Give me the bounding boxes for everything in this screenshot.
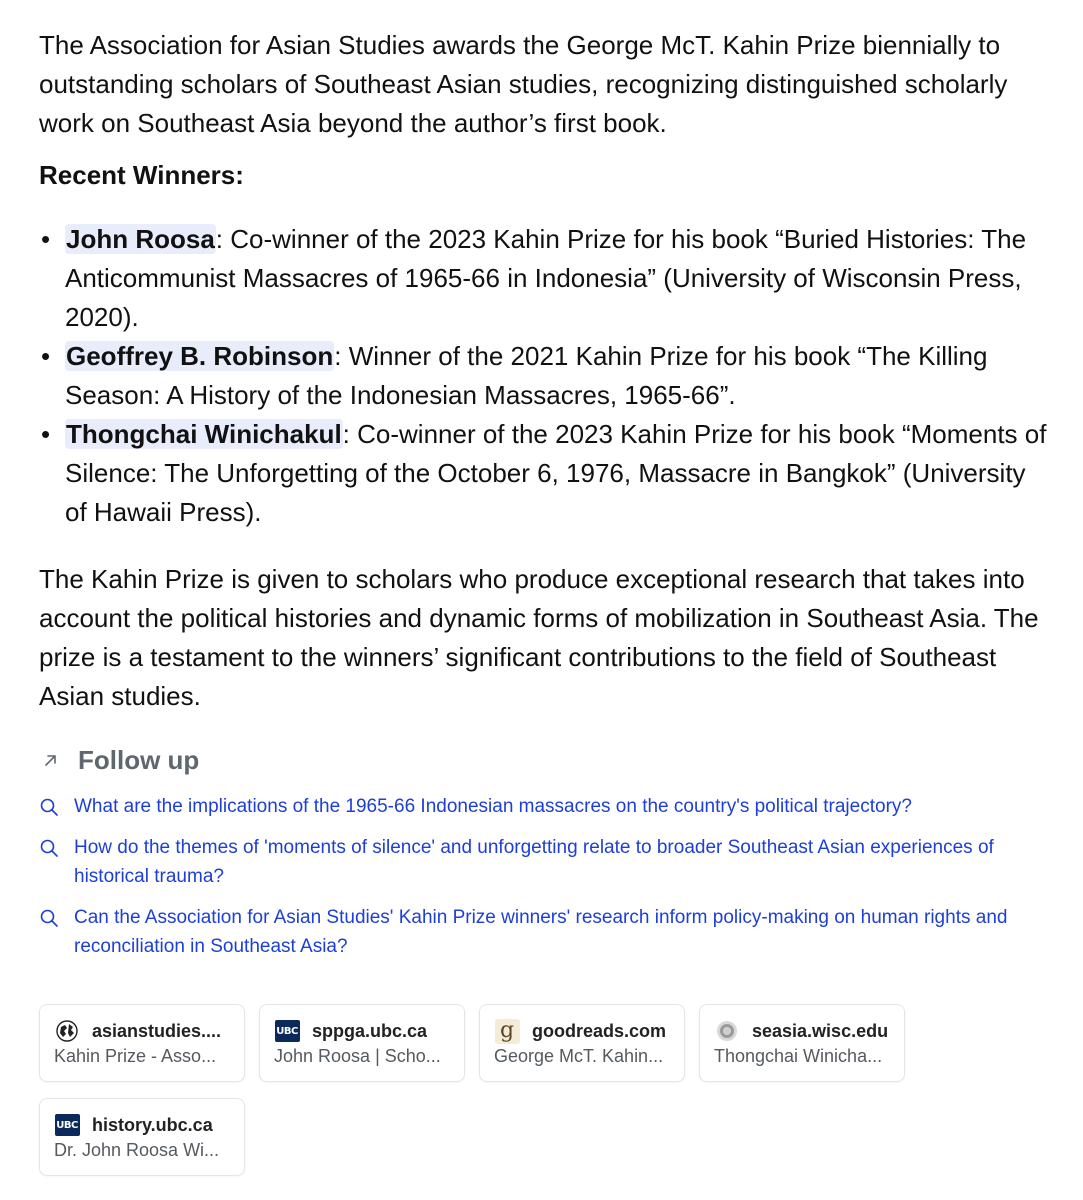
source-card[interactable] bbox=[479, 1004, 685, 1082]
source-title: Kahin Prize - Asso... bbox=[54, 1046, 217, 1066]
list-item bbox=[39, 220, 1049, 337]
source-card-header bbox=[54, 1112, 230, 1138]
globe-icon bbox=[54, 1018, 80, 1044]
source-title: George McT. Kahin... bbox=[494, 1046, 664, 1066]
source-domain: asianstudies.... bbox=[92, 1020, 222, 1041]
seal-icon bbox=[714, 1018, 740, 1044]
search-icon bbox=[39, 838, 59, 858]
source-card-header bbox=[54, 1018, 230, 1044]
goodreads-logo-text: g bbox=[495, 1019, 520, 1044]
bullet: • bbox=[41, 341, 51, 371]
closing-paragraph: The Kahin Prize is given to scholars who produce exceptional research that takes into account the political histories and dynamic forms of mobilization in Southeast Asia. The prize is a testament to the winners’ significant contributions to the field of Southeast Asian studies. bbox=[39, 564, 1039, 711]
follow-up-question-text[interactable]: How do the themes of 'moments of silence' and unforgetting relate to broader Southeast Asian experiences of historical trauma? bbox=[74, 837, 994, 887]
source-title: Dr. John Roosa Wi... bbox=[54, 1140, 220, 1160]
winner-description: : Co-winner of the 2023 Kahin Prize for his book “Moments of Silence: The Unforgetting of the October 6, 1976, Massacre in Bangkok” (University of Hawaii Press). bbox=[65, 419, 1047, 527]
ubc-logo-text: UBC bbox=[55, 1114, 80, 1136]
follow-up-question[interactable] bbox=[39, 903, 1049, 961]
source-title: Thongchai Winicha... bbox=[714, 1046, 883, 1066]
search-icon bbox=[39, 908, 59, 928]
source-title: John Roosa | Scho... bbox=[274, 1046, 441, 1066]
follow-up-question-text[interactable]: What are the implications of the 1965-66 Indonesian massacres on the country's political trajectory? bbox=[74, 796, 912, 817]
follow-up-question-text[interactable]: Can the Association for Asian Studies' Kahin Prize winners' research inform policy-making on human rights and reconciliation in Southeast Asia? bbox=[74, 907, 1008, 957]
source-domain: seasia.wisc.edu bbox=[752, 1020, 889, 1041]
source-card-header bbox=[714, 1018, 890, 1044]
arrow-up-right-icon bbox=[41, 750, 61, 770]
source-card[interactable] bbox=[39, 1098, 245, 1176]
source-card[interactable] bbox=[699, 1004, 905, 1082]
winner-name-link[interactable]: John Roosa bbox=[66, 224, 215, 254]
winners-list bbox=[39, 220, 1049, 532]
follow-up-question[interactable] bbox=[39, 792, 1049, 821]
ubc-logo bbox=[274, 1018, 300, 1044]
list-item bbox=[39, 337, 1049, 415]
source-domain: history.ubc.ca bbox=[92, 1114, 213, 1135]
ubc-logo bbox=[54, 1112, 80, 1138]
follow-up-question[interactable] bbox=[39, 833, 1049, 891]
search-icon bbox=[39, 797, 59, 817]
source-card-header bbox=[494, 1018, 670, 1044]
bullet: • bbox=[41, 224, 51, 254]
source-card[interactable] bbox=[39, 1004, 245, 1082]
ubc-logo-text: UBC bbox=[275, 1020, 300, 1042]
winner-description: : Winner of the 2021 Kahin Prize for his book “The Killing Season: A History of the Indonesian Massacres, 1965-66”. bbox=[65, 341, 988, 410]
follow-up-header bbox=[39, 738, 1049, 782]
winner-name-link[interactable]: Thongchai Winichakul bbox=[66, 419, 342, 449]
source-card[interactable] bbox=[259, 1004, 465, 1082]
winners-heading: Recent Winners: bbox=[39, 160, 244, 190]
source-card-header bbox=[274, 1018, 450, 1044]
list-item bbox=[39, 415, 1049, 532]
winner-name-link[interactable]: Geoffrey B. Robinson bbox=[66, 341, 334, 371]
bullet: • bbox=[41, 419, 51, 449]
source-domain: goodreads.com bbox=[532, 1020, 667, 1041]
follow-up-questions bbox=[39, 792, 1049, 961]
goodreads-logo bbox=[494, 1018, 520, 1044]
winner-description: : Co-winner of the 2023 Kahin Prize for his book “Buried Histories: The Anticommunist Massacres of 1965-66 in Indonesia” (University of Wisconsin Press, 2020). bbox=[65, 224, 1027, 332]
follow-up-section bbox=[39, 738, 1049, 973]
source-domain: sppga.ubc.ca bbox=[312, 1020, 428, 1041]
intro-paragraph: The Association for Asian Studies awards the George McT. Kahin Prize biennially to outstanding scholars of Southeast Asian studies, recognizing distinguished scholarly work on Southeast Asia beyond the author’s first book. bbox=[39, 30, 1008, 138]
answer-body bbox=[39, 26, 1049, 716]
follow-up-title: Follow up bbox=[78, 744, 200, 775]
